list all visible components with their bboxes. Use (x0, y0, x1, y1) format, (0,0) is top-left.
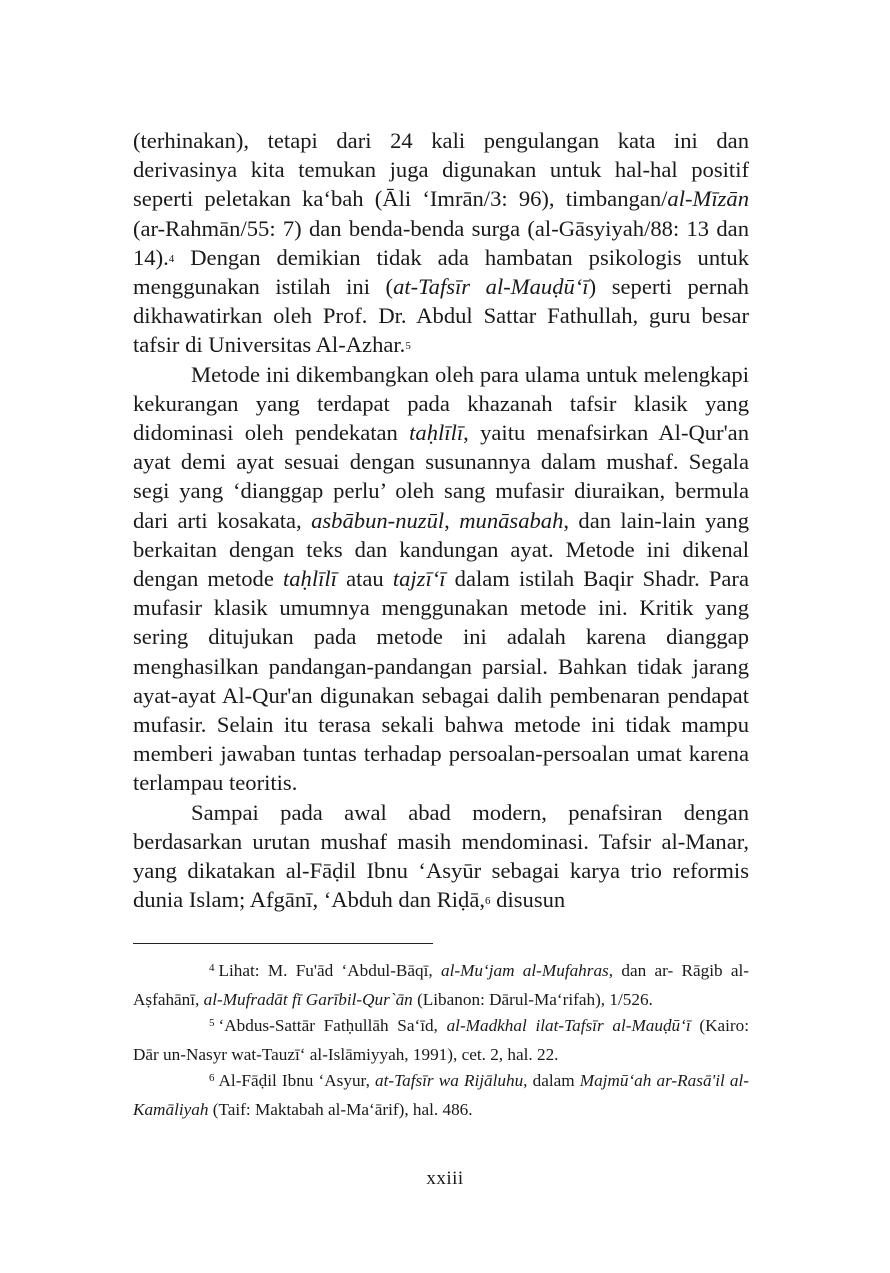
footnote-ref-4[interactable]: 4 (168, 252, 175, 265)
paragraph-1: (terhinakan), tetapi dari 24 kali pengulangan kata ini dan derivasinya kita temukan juga digunakan untuk hal-hal positif seperti peletakan ka‘bah (Āli ‘Imrān/3: 96), timbangan/al-Mīzān (ar-Rahmān/55: 7) dan benda-benda surga (al-Gāsyiyah/88: 13 dan 14).$^4$ Dengan demikian tidak ada hambatan psikologis untuk menggunakan istilah ini (at-Tafsīr al-Mauḍū‘ī) seperti pernah dikhawatirkan oleh Prof. Dr. Abdul Sattar Fathullah, guru besar tafsir di Universitas Al-Azhar.$^5$ (133, 128, 749, 358)
footnote-number: 4 (209, 962, 215, 974)
footnote-ref-6[interactable]: 6 (485, 895, 491, 908)
footnote-number: 6 (209, 1072, 215, 1084)
footnotes (133, 958, 749, 1123)
footnote-divider (133, 943, 433, 944)
footnote-6: $^6$ Al-Fāḍil Ibnu ‘Asyur, at-Tafsīr wa Rijāluhu, dalam Majmū‘ah ar-Rasā'il al-Kamāliyah (Taif: Maktabah al-Ma‘ārif), hal. 486. (133, 1071, 749, 1119)
paragraph-3: Sampai pada awal abad modern, penafsiran dengan berdasarkan urutan mushaf masih mendominasi. Tafsir al-Manar, yang dikatakan al-Fāḍil Ibnu ‘Asyūr sebagai karya trio reformis dunia Islam; Afgānī, ‘Abduh dan Riḍā,$^6$ disusun (133, 799, 749, 913)
main-body-text (133, 126, 749, 914)
footnote-ref-5[interactable]: 5 (405, 340, 411, 353)
footnote-number: 5 (209, 1017, 215, 1029)
footnote-4: $^4$ Lihat: M. Fu'ād ‘Abdul-Bāqī, al-Mu‘jam al-Mufahras, dan ar- Rāgib al-Aṣfahānī, al-Mufradāt fī Garībil-Qur`ān (Libanon: Dārul-Ma‘rifah), 1/526. (133, 961, 749, 1009)
paragraph-2: Metode ini dikembangkan oleh para ulama untuk melengkapi kekurangan yang terdapat pada khazanah tafsir klasik yang didominasi oleh pendekatan taḥlīlī, yaitu menafsirkan Al-Qur'an ayat demi ayat sesuai dengan susunannya dalam mushaf. Segala segi yang ‘dianggap perlu’ oleh sang mufasir diuraikan, bermula dari arti kosakata, asbābun-nuzūl, munāsabah, dan lain-lain yang berkaitan dengan teks dan kandungan ayat. Metode ini dikenal dengan metode taḥlīlī atau tajzī‘ī dalam istilah Baqir Shadr. Para mufasir klasik umumnya menggunakan metode ini. Kritik yang sering ditujukan pada metode ini adalah karena dianggap menghasilkan pandangan-pandangan parsial. Bahkan tidak jarang ayat-ayat Al-Qur'an digunakan sebagai dalih pembenaran pendapat mufasir. Selain itu terasa sekali bahwa metode ini tidak mampu memberi jawaban tuntas terhadap persoalan-persoalan umat karena terlampau teoritis. (133, 361, 750, 796)
page-number: xxiii (426, 1168, 464, 1189)
footnote-5: $^5$ ‘Abdus-Sattār Fatḥullāh Sa‘īd, al-Madkhal ilat-Tafsīr al-Mauḍū‘ī (Kairo: Dār un-Nasyr wat-Tauzī‘ al-Islāmiyyah, 1991), cet. 2, hal. 22. (133, 1016, 749, 1064)
